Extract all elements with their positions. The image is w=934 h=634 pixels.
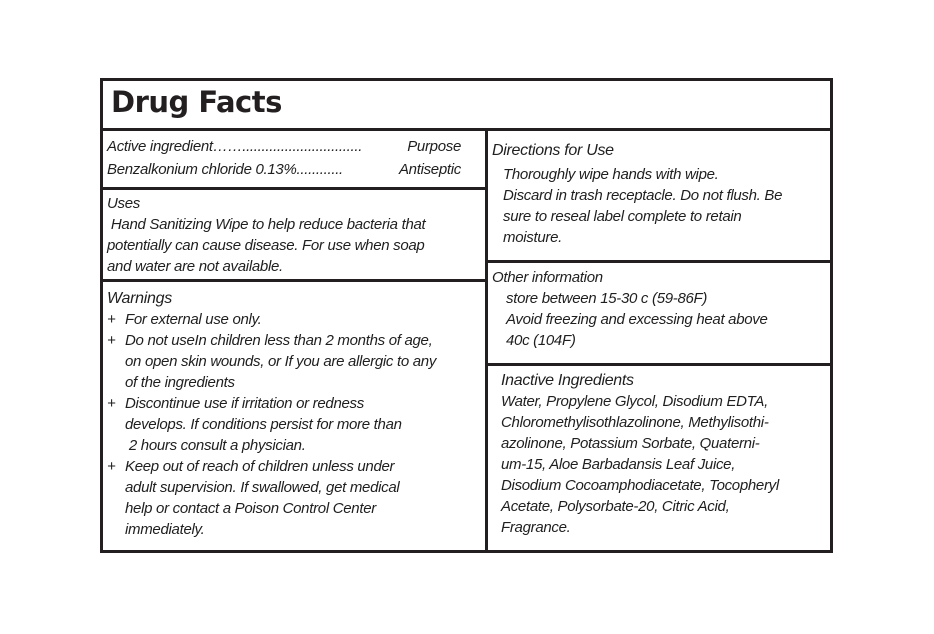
warning-item [107, 393, 487, 456]
warning-item [107, 330, 487, 393]
title-bar [103, 81, 830, 131]
bullet-plus-icon: + [107, 332, 116, 349]
inactive-ingredients-line: azolinone, Potassium Sorbate, Quaterni- [501, 435, 760, 452]
directions-line: Thoroughly wipe hands with wipe. [503, 166, 719, 183]
other-information-section [488, 263, 830, 363]
warning-line: immediately. [125, 521, 205, 538]
other-information-heading: Other information [492, 269, 603, 286]
uses-heading: Uses [107, 195, 140, 212]
warning-item [107, 309, 487, 330]
warning-line: Discontinue use if irritation or redness [125, 395, 364, 412]
active-ingredient-name: Benzalkonium chloride 0.13%............ [107, 161, 343, 178]
warning-line: For external use only. [125, 311, 262, 328]
warning-item [107, 456, 487, 540]
inactive-ingredients-line: um-15, Aloe Barbadansis Leaf Juice, [501, 456, 736, 473]
inactive-ingredients-line: Fragrance. [501, 519, 571, 536]
uses-line: Hand Sanitizing Wipe to help reduce bacteria that [107, 216, 426, 233]
warning-line: adult supervision. If swallowed, get medical [125, 479, 400, 496]
directions-section [488, 131, 830, 261]
other-information-line: 40c (104F) [506, 332, 576, 349]
directions-line: moisture. [503, 229, 562, 246]
drug-facts-title: Drug Facts [111, 85, 282, 119]
warning-line: on open skin wounds, or If you are allergic to any [125, 353, 437, 370]
warnings-heading: Warnings [107, 290, 172, 307]
inactive-ingredients-line: Acetate, Polysorbate-20, Citric Acid, [501, 498, 730, 515]
bullet-plus-icon: + [107, 458, 116, 475]
directions-heading: Directions for Use [492, 142, 614, 159]
uses-line: potentially can cause disease. For use when soap [107, 237, 425, 254]
inactive-ingredients-line: Water, Propylene Glycol, Disodium EDTA, [501, 393, 769, 410]
active-ingredient-section [103, 131, 487, 187]
directions-line: sure to reseal label complete to retain [503, 208, 742, 225]
purpose-heading: Purpose [407, 138, 461, 155]
other-information-line: store between 15-30 c (59-86F) [506, 290, 708, 307]
active-ingredient-purpose: Antiseptic [398, 161, 461, 178]
uses-line: and water are not available. [107, 258, 283, 275]
warning-line: help or contact a Poison Control Center [125, 500, 376, 517]
warning-line: 2 hours consult a physician. [125, 437, 306, 454]
inactive-ingredients-line: Disodium Cocoamphodiacetate, Tocopheryl [501, 477, 779, 494]
inactive-ingredients-heading: Inactive Ingredients [501, 372, 634, 389]
warning-line: of the ingredients [125, 374, 235, 391]
warning-line: develops. If conditions persist for more than [125, 416, 402, 433]
right-column [485, 131, 830, 550]
active-ingredient-row [107, 159, 461, 180]
warnings-section [103, 282, 487, 550]
warning-line: Do not useIn children less than 2 months of age, [125, 332, 433, 349]
uses-section [103, 190, 487, 280]
other-information-line: Avoid freezing and excessing heat above [506, 311, 768, 328]
active-ingredient-heading: Active ingredient……............................... [107, 138, 363, 155]
warning-line: Keep out of reach of children unless under [125, 458, 395, 475]
left-column [103, 131, 487, 550]
inactive-ingredients-line: Chloromethylisothlazolinone, Methylisothi- [501, 414, 769, 431]
directions-line: Discard in trash receptacle. Do not flush. Be [503, 187, 783, 204]
inactive-ingredients-section [488, 366, 830, 550]
bullet-plus-icon: + [107, 395, 116, 412]
active-header-row [107, 136, 461, 157]
drug-facts-label [100, 78, 833, 553]
bullet-plus-icon: + [107, 311, 116, 328]
